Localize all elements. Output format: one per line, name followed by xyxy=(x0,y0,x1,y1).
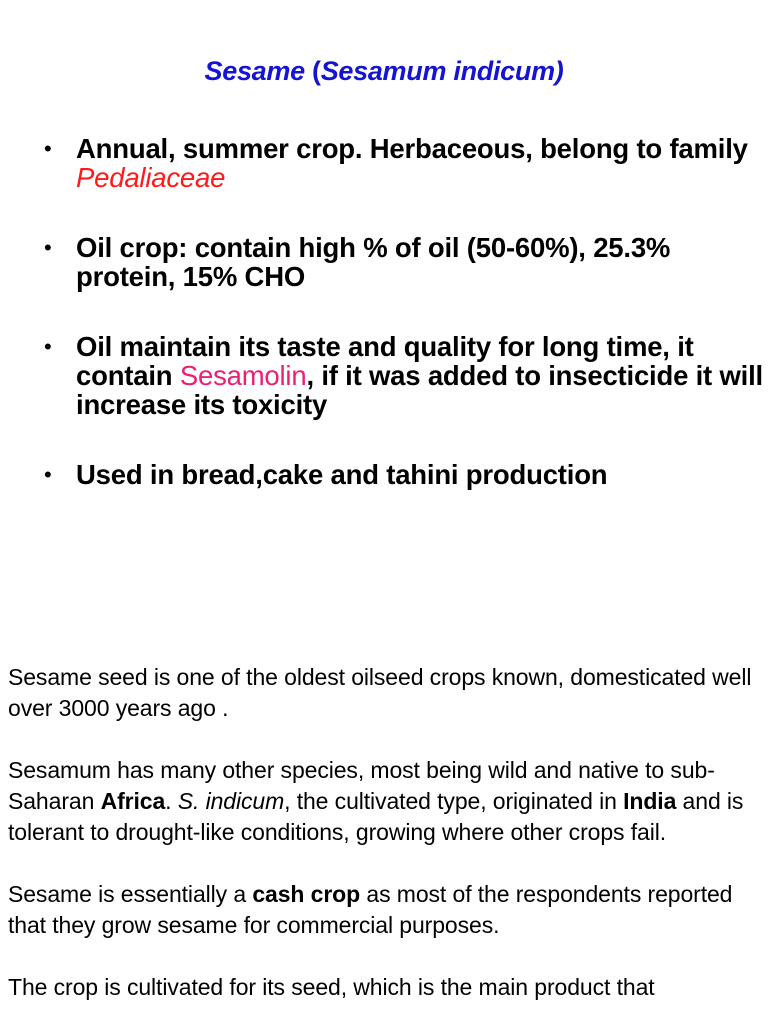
bullet-text: Used in bread,cake and tahini production xyxy=(76,459,608,490)
prose-section xyxy=(8,662,758,1034)
bullet-text: , if it was added to insecticide it will increase its toxicity xyxy=(76,360,763,420)
title-scientific-name: Sesamum indicum) xyxy=(320,56,564,86)
africa-term: Africa xyxy=(100,788,166,814)
text: Sesamum has many other species, most being wild and native to sub-Saharan xyxy=(8,757,715,814)
bullet-text: Oil crop: contain high % of oil (50-60%), 25.3% protein, 15% CHO xyxy=(76,232,671,292)
bullet-dot: • xyxy=(44,334,52,359)
bullet-list xyxy=(44,134,764,489)
bullet-text: Annual, summer crop. Herbaceous, belong to family xyxy=(76,133,748,164)
cash-crop-term: cash crop xyxy=(252,881,361,907)
title-paren: ( xyxy=(304,56,321,86)
bullet-dot: • xyxy=(44,462,52,487)
bullet-item xyxy=(44,460,764,489)
paragraph: Sesame seed is one of the oldest oilseed crops known, domesticated well over 3000 years ago . xyxy=(8,664,752,721)
species-term: S. indicum xyxy=(177,788,285,814)
bullet-item xyxy=(44,233,764,291)
paragraph xyxy=(8,755,758,848)
family-name: Pedaliaceae xyxy=(76,162,226,193)
title-common-name: Sesame xyxy=(204,56,305,86)
bullet-text: Oil maintain its taste and quality for long time, it contain xyxy=(76,331,694,391)
text: as most of the respondents reported that they grow sesame for commercial purposes. xyxy=(8,881,733,938)
slide-title xyxy=(0,56,768,87)
text: and is tolerant to drought-like conditions, growing where other crops fail. xyxy=(8,788,744,845)
sesamolin-term: Sesamolin xyxy=(179,360,307,391)
paragraph: The crop is cultivated for its seed, which is the main product that xyxy=(8,974,655,1000)
india-term: India xyxy=(623,788,677,814)
text: . xyxy=(165,788,178,814)
bullet-dot: • xyxy=(44,136,52,161)
text: Sesame is essentially a xyxy=(8,881,253,907)
text: , the cultivated type, originated in xyxy=(284,788,624,814)
paragraph xyxy=(8,879,758,941)
bullet-item xyxy=(44,134,764,192)
bullet-dot: • xyxy=(44,235,52,260)
bullet-item xyxy=(44,332,764,419)
